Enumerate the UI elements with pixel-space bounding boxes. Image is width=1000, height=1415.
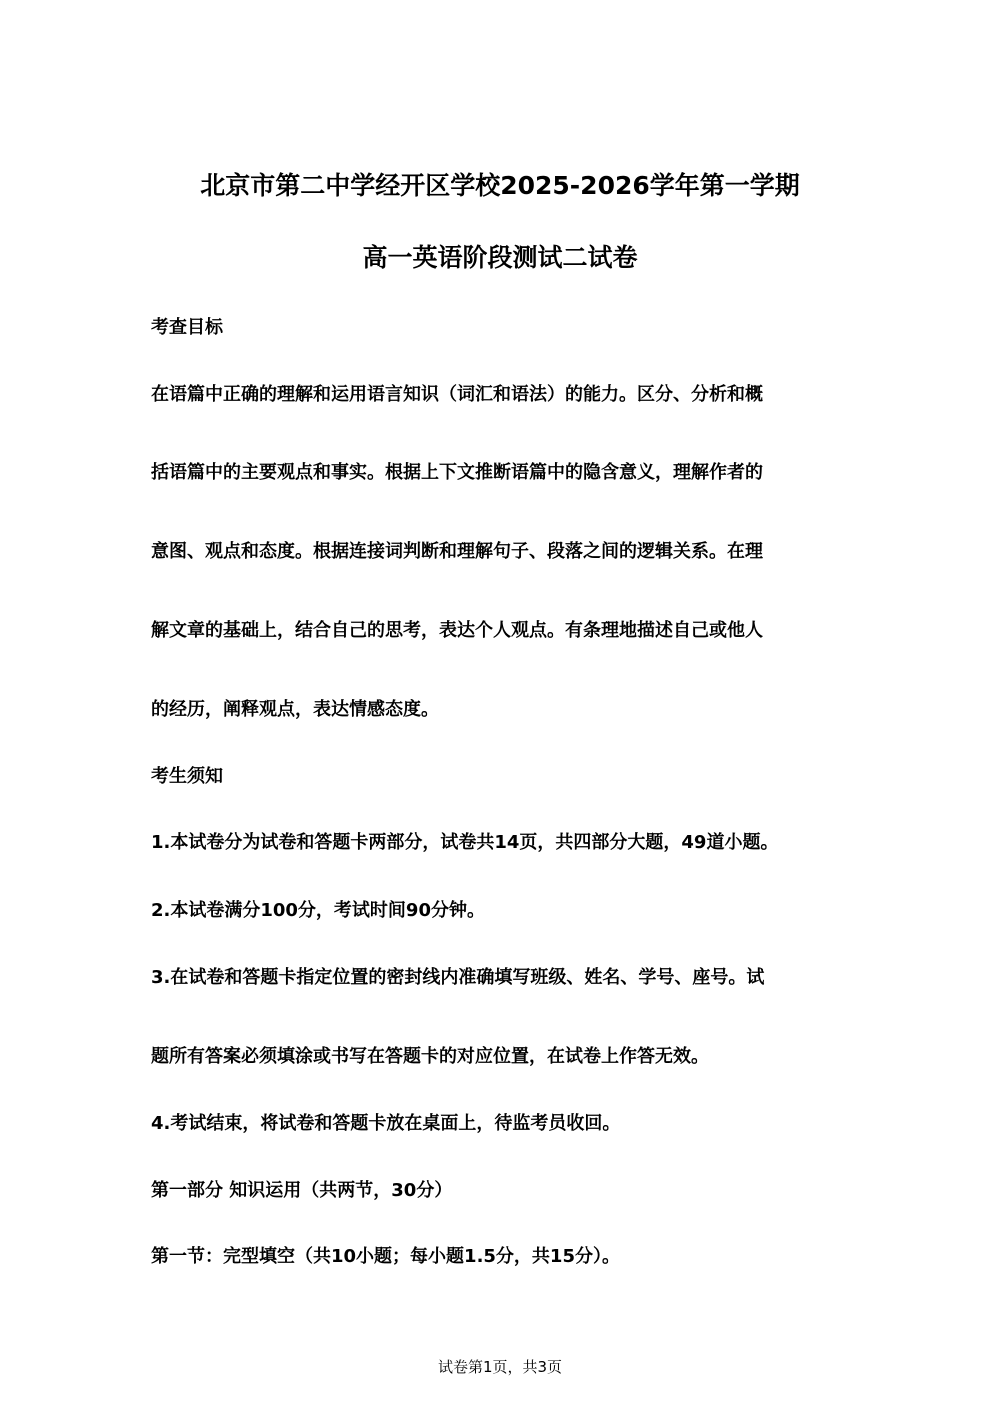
exam-title-line1: 北京市第二中学经开区学校2025-2026学年第一学期: [200, 171, 800, 200]
notice-item-1: 1.本试卷分为试卷和答题卡两部分，试卷共14页，共四部分大题，49道小题。: [151, 832, 779, 853]
objectives-line-3: 意图、观点和态度。根据连接词判断和理解句子、段落之间的逻辑关系。在理: [151, 541, 763, 562]
objectives-line-4: 解文章的基础上，结合自己的思考，表达个人观点。有条理地描述自己或他人: [151, 620, 763, 641]
part1-section1-heading: 第一节：完型填空（共10小题；每小题1.5分，共15分）。: [151, 1246, 620, 1267]
objectives-line-1: 在语篇中正确的理解和运用语言知识（词汇和语法）的能力。区分、分析和概: [151, 384, 763, 405]
notice-item-2: 2.本试卷满分100分，考试时间90分钟。: [151, 900, 485, 921]
objectives-line-5: 的经历，阐释观点，表达情感态度。: [151, 699, 439, 720]
exam-title-line2: 高一英语阶段测试二试卷: [362, 243, 638, 272]
page-footer: 试卷第1页，共3页: [437, 1358, 563, 1376]
notice-item-3-line-2: 题所有答案必须填涂或书写在答题卡的对应位置，在试卷上作答无效。: [151, 1046, 709, 1067]
notice-heading: 考生须知: [151, 766, 223, 787]
part1-heading: 第一部分 知识运用（共两节，30分）: [151, 1180, 453, 1201]
notice-item-4: 4.考试结束，将试卷和答题卡放在桌面上，待监考员收回。: [151, 1113, 621, 1134]
notice-item-3-line-1: 3.在试卷和答题卡指定位置的密封线内准确填写班级、姓名、学号、座号。试: [151, 967, 765, 988]
objectives-line-2: 括语篇中的主要观点和事实。根据上下文推断语篇中的隐含意义，理解作者的: [151, 462, 763, 483]
objectives-heading: 考查目标: [151, 317, 223, 338]
